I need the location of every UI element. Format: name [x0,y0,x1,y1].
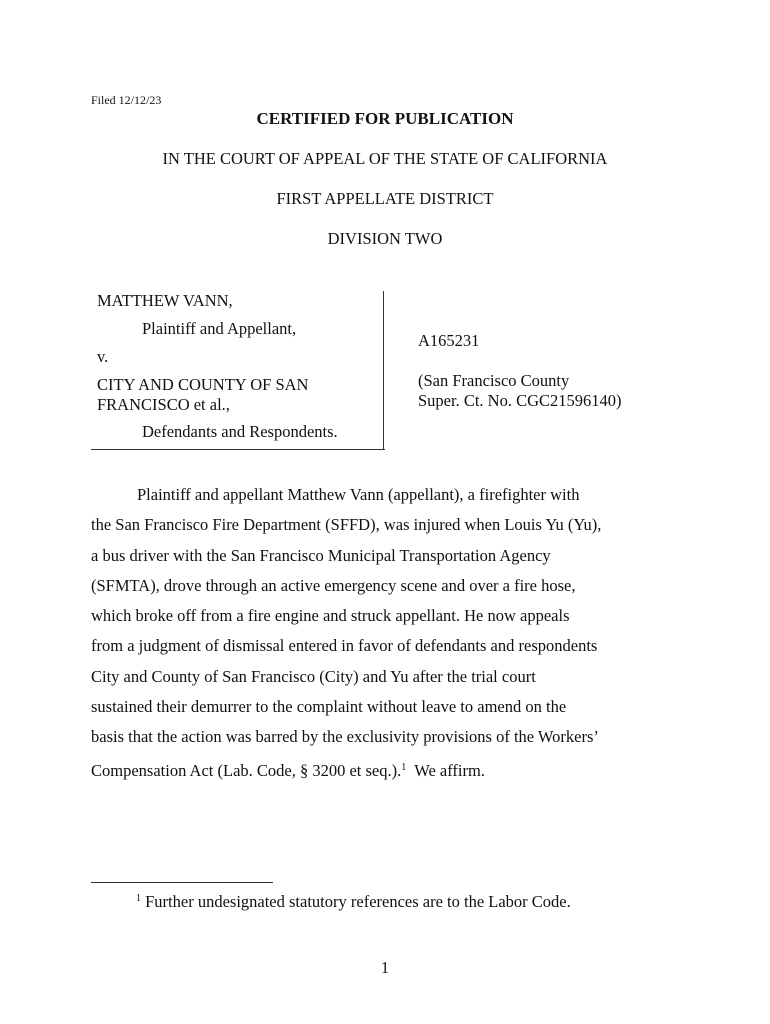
paragraph-line: Plaintiff and appellant Matthew Vann (appellant), a firefighter with [137,485,580,504]
paragraph-line: a bus driver with the San Francisco Municipal Transportation Agency [91,545,551,565]
respondent-name [97,375,308,415]
paragraph-line: which broke off from a fire engine and struck appellant. He now appeals [91,606,570,626]
footnote-separator [91,882,273,883]
division-name: DIVISION TWO [327,229,443,248]
respondent-role: Defendants and Respondents. [142,422,338,441]
filed-date: Filed 12/12/23 [91,93,162,107]
district-name: FIRST APPELLATE DISTRICT [276,189,494,208]
caption-horizontal-rule [91,449,385,450]
footnote-reference[interactable]: 1 [401,761,407,773]
footnote-marker: 1 [136,893,141,904]
paragraph-line: City and County of San Francisco (City) and Yu after the trial court [91,666,536,686]
page-number: 1 [380,958,390,977]
lower-court-info [418,371,622,411]
paragraph-line: from a judgment of dismissal entered in favor of defendants and respondents [91,636,598,656]
case-caption [91,283,385,449]
paragraph-line-text: Compensation Act (Lab. Code, § 3200 et seq.). [91,760,402,780]
lower-court-line2: Super. Ct. No. CGC21596140) [418,391,622,410]
paragraph-line: sustained their demurrer to the complaint without leave to amend on the [91,697,567,717]
versus: v. [97,347,109,366]
paragraph-last-line [91,753,681,786]
paragraph-tail: We affirm. [406,760,485,780]
paragraph-line: basis that the action was barred by the exclusivity provisions of the Workers’ [91,727,599,747]
paragraph-line: the San Francisco Fire Department (SFFD), was injured when Louis Yu (Yu), [91,515,602,535]
lower-court-line1: (San Francisco County [418,371,570,390]
footnote [136,892,571,912]
certified-heading: CERTIFIED FOR PUBLICATION [256,109,514,128]
court-name: IN THE COURT OF APPEAL OF THE STATE OF CALIFORNIA [162,149,608,168]
respondent-name-line2: FRANCISCO et al., [97,395,230,414]
respondent-name-line1: CITY AND COUNTY OF SAN [97,375,309,394]
caption-vertical-rule [383,291,384,449]
appellant-name: MATTHEW VANN, [97,291,233,310]
footnote-text: Further undesignated statutory references are to the Labor Code. [141,892,571,911]
appellant-role: Plaintiff and Appellant, [142,319,297,338]
opinion-paragraph [91,480,681,786]
case-number: A165231 [418,331,480,350]
paragraph-line: (SFMTA), drove through an active emergency scene and over a fire hose, [91,575,576,595]
